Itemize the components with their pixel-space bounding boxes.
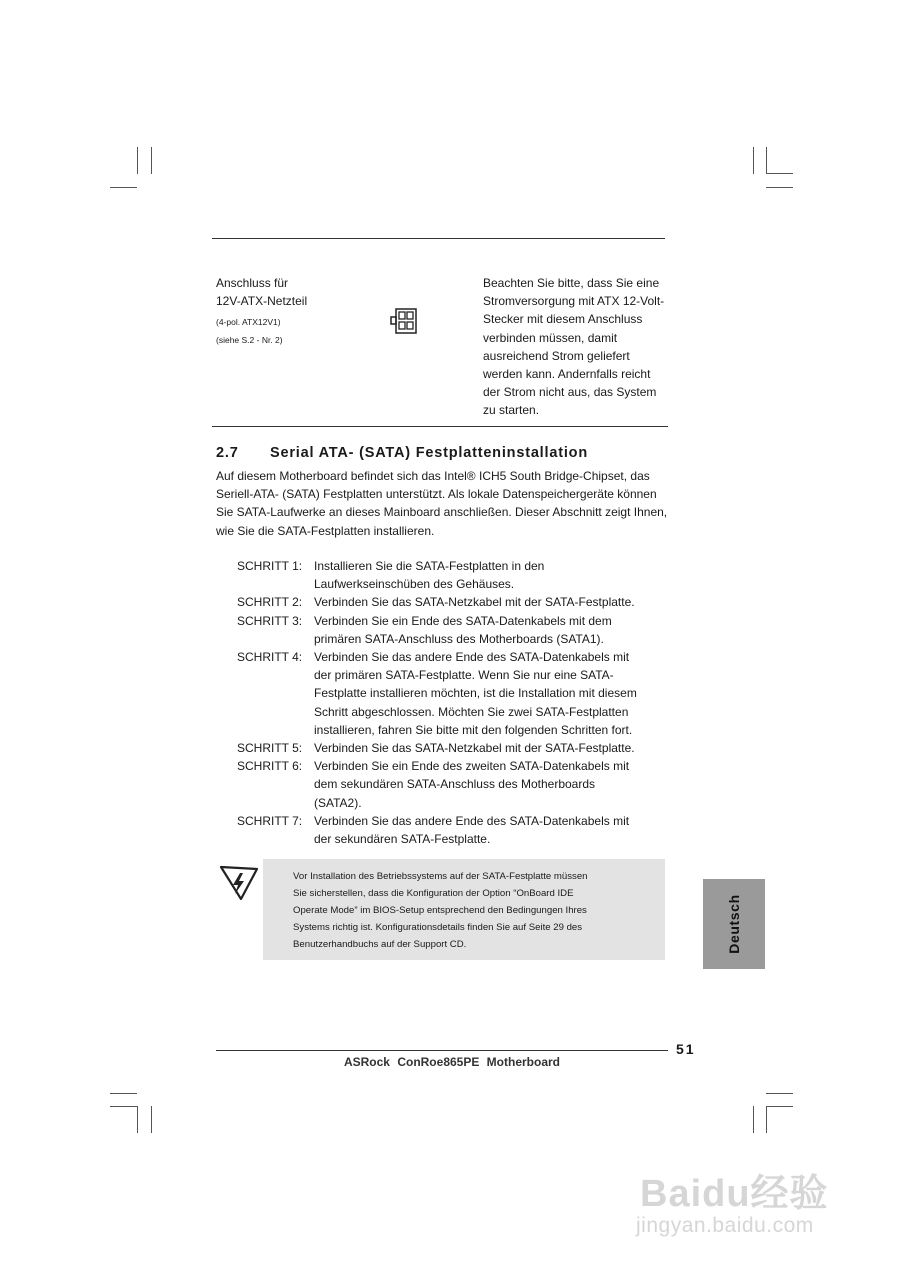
intro-line: Seriell-ATA- (SATA) Festplatten unterstützt. Als lokale Datenspeichergeräte können bbox=[216, 487, 657, 502]
step-line: Installieren Sie die SATA-Festplatten in den bbox=[314, 559, 545, 573]
intro-line: Sie SATA-Laufwerke an dieses Mainboard anschließen. Dieser Abschnitt zeigt Ihnen, bbox=[216, 505, 668, 520]
step-label: SCHRITT 3: bbox=[237, 613, 303, 628]
description-line: verbinden müssen, damit bbox=[483, 330, 618, 345]
step-line: der primären SATA-Festplatte. Wenn Sie nur eine SATA- bbox=[314, 668, 614, 683]
description-line: Stecker mit diesem Anschluss bbox=[483, 312, 643, 327]
connector-detail-line: (4-pol. ATX12V1) bbox=[216, 317, 281, 327]
intro-line: Auf diesem Motherboard befindet sich das Intel® ICH5 South Bridge-Chipset, das bbox=[216, 469, 650, 483]
step-line: Verbinden Sie das SATA-Netzkabel mit der SATA-Festplatte. bbox=[314, 595, 635, 610]
step-text bbox=[314, 739, 677, 757]
connector-detail bbox=[216, 314, 283, 349]
footer-rule bbox=[216, 1050, 668, 1051]
step-item bbox=[237, 612, 677, 648]
connector-name-line: 12V-ATX-Netzteil bbox=[216, 294, 308, 309]
step-label: SCHRITT 7: bbox=[237, 813, 303, 828]
watermark-url: jingyan.baidu.com bbox=[636, 1214, 814, 1237]
connector-description bbox=[483, 274, 664, 420]
step-label: SCHRITT 5: bbox=[237, 741, 303, 756]
connector-name-line: Anschluss für bbox=[216, 276, 289, 290]
step-line: Laufwerkseinschüben des Gehäuses. bbox=[314, 577, 515, 592]
note-line: Vor Installation des Betriebssystems auf der SATA-Festplatte müssen bbox=[293, 871, 588, 882]
section-number: 2.7 bbox=[216, 445, 239, 461]
step-item bbox=[237, 812, 677, 848]
description-line: zu starten. bbox=[483, 403, 540, 418]
step-line: Verbinden Sie ein Ende des SATA-Datenkabels mit dem bbox=[314, 613, 612, 628]
watermark-brand: Baidu经验 bbox=[640, 1173, 829, 1215]
connector-name bbox=[216, 274, 307, 310]
note-line: Sie sicherstellen, dass die Konfiguration der Option “OnBoard IDE bbox=[293, 888, 574, 899]
step-label: SCHRITT 6: bbox=[237, 759, 303, 774]
section-title: Serial ATA- (SATA) Festplatteninstallation bbox=[270, 445, 588, 461]
step-text bbox=[314, 593, 677, 611]
step-line: Verbinden Sie ein Ende des zweiten SATA-Datenkabels mit bbox=[314, 759, 630, 774]
step-label: SCHRITT 4: bbox=[237, 650, 303, 665]
note-text bbox=[293, 868, 653, 953]
step-line: Verbinden Sie das andere Ende des SATA-Datenkabels mit bbox=[314, 650, 630, 665]
step-text bbox=[314, 557, 677, 593]
step-line: dem sekundären SATA-Anschluss des Motherboards bbox=[314, 777, 596, 792]
note-line: Systems richtig ist. Konfigurationsdetails finden Sie auf Seite 29 des bbox=[293, 922, 583, 933]
step-item bbox=[237, 648, 677, 739]
step-label: SCHRITT 2: bbox=[237, 595, 303, 610]
step-text bbox=[314, 812, 677, 848]
step-item bbox=[237, 557, 677, 593]
step-text bbox=[314, 648, 677, 739]
note-line: Operate Mode” im BIOS-Setup entsprechend den Bedingungen Ihres bbox=[293, 905, 587, 916]
note-line: Benutzerhandbuchs auf der Support CD. bbox=[293, 939, 467, 950]
step-text bbox=[314, 757, 677, 812]
description-line: werden kann. Andernfalls reicht bbox=[483, 367, 651, 382]
step-item bbox=[237, 757, 677, 812]
step-label: SCHRITT 1: bbox=[237, 559, 303, 573]
description-line: Stromversorgung mit ATX 12-Volt- bbox=[483, 294, 665, 309]
connector-rule bbox=[212, 426, 668, 427]
top-rule bbox=[212, 238, 665, 239]
description-line: Beachten Sie bitte, dass Sie eine bbox=[483, 276, 660, 290]
step-line: installieren, fahren Sie bitte mit den folgenden Schritten fort. bbox=[314, 722, 633, 737]
section-heading bbox=[216, 445, 588, 461]
step-line: Schritt abgeschlossen. Möchten Sie zwei SATA-Festplatten bbox=[314, 704, 629, 719]
step-item bbox=[237, 739, 677, 757]
step-line: Festplatte installieren möchten, ist die Installation mit diesem bbox=[314, 686, 637, 701]
description-line: der Strom nicht aus, das System bbox=[483, 385, 657, 400]
step-line: der sekundären SATA-Festplatte. bbox=[314, 832, 491, 847]
page-number: 51 bbox=[676, 1041, 696, 1057]
language-tab-label: Deutsch bbox=[726, 894, 742, 954]
step-line: primären SATA-Anschluss des Motherboards (SATA1). bbox=[314, 631, 604, 646]
section-intro bbox=[216, 467, 671, 540]
step-item bbox=[237, 593, 677, 611]
step-line: Verbinden Sie das SATA-Netzkabel mit der SATA-Festplatte. bbox=[314, 741, 635, 756]
connector-detail-line: (siehe S.2 - Nr. 2) bbox=[216, 334, 283, 345]
atx-4pin-connector-icon bbox=[389, 307, 419, 335]
step-line: (SATA2). bbox=[314, 795, 362, 810]
step-list bbox=[237, 557, 677, 848]
step-line: Verbinden Sie das andere Ende des SATA-Datenkabels mit bbox=[314, 813, 630, 828]
description-line: ausreichend Strom geliefert bbox=[483, 348, 630, 363]
footer-title: ASRock ConRoe865PE Motherboard bbox=[343, 1055, 561, 1069]
intro-line: wie Sie die SATA-Festplatten installieren. bbox=[216, 523, 435, 538]
note-box bbox=[263, 859, 665, 960]
step-text bbox=[314, 612, 677, 648]
language-tab bbox=[703, 879, 765, 969]
warning-lightning-icon bbox=[218, 863, 258, 903]
